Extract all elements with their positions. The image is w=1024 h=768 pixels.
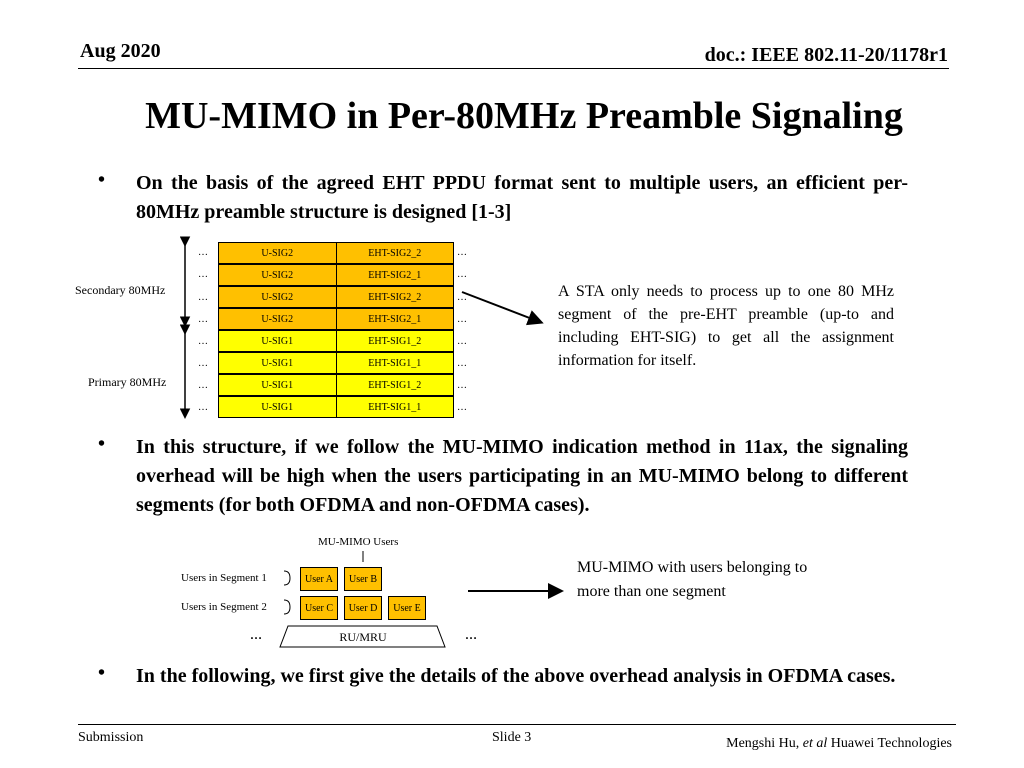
bullet-text-2: In this structure, if we follow the MU-MIMO indication method in 11ax, the signaling overhead will be high when the users participating in an MU-MIMO belong to different segments (for both OFDMA and non-OFDMA cases). <box>136 436 908 516</box>
footer-author <box>726 736 952 752</box>
ellipsis: … <box>457 402 467 413</box>
segment-row-1 <box>218 242 454 264</box>
ellipsis: … <box>457 380 467 391</box>
segment1-brace <box>284 571 290 585</box>
ellipsis: … <box>198 336 208 347</box>
usig-cell: U-SIG2 <box>261 291 294 303</box>
footer-divider <box>78 724 956 725</box>
ellipsis: … <box>457 292 467 303</box>
ellipsis: … <box>198 358 208 369</box>
ehtsig-cell: EHT-SIG2_1 <box>336 309 454 329</box>
ellipsis: … <box>457 336 467 347</box>
ellipsis: … <box>198 269 208 280</box>
ehtsig-cell: EHT-SIG2_1 <box>336 265 454 285</box>
ellipsis: … <box>457 358 467 369</box>
ehtsig-cell: EHT-SIG1_1 <box>336 353 454 373</box>
usig-cell: U-SIG1 <box>261 401 294 413</box>
ellipsis: … <box>457 269 467 280</box>
ellipsis: … <box>198 247 208 258</box>
mumimo-users-label: MU-MIMO Users <box>318 536 399 548</box>
segment-row-7 <box>218 374 454 396</box>
segment2-brace <box>284 600 290 614</box>
slide-title: MU-MIMO in Per-80MHz Preamble Signaling <box>145 95 903 137</box>
usig-cell: U-SIG1 <box>261 335 294 347</box>
bullet-text-3: In the following, we first give the details of the above overhead analysis in OFDMA cases. <box>136 665 896 687</box>
ellipsis: … <box>198 402 208 413</box>
segment-row-3 <box>218 286 454 308</box>
user-box-e: User E <box>388 596 426 620</box>
ru-mru-label: RU/MRU <box>339 629 387 644</box>
ellipsis: … <box>198 292 208 303</box>
primary-80mhz-label: Primary 80MHz <box>88 375 167 389</box>
usig-cell: U-SIG2 <box>261 313 294 325</box>
usig-cell: U-SIG2 <box>261 247 294 259</box>
bullet-marker: • <box>98 433 106 455</box>
author-org: Huawei Technologies <box>827 736 952 751</box>
sta-processing-note: A STA only needs to process up to one 80 MHz segment of the pre-EHT preamble (up-to and including EHT-SIG) to get all the assignment information for itself. <box>558 283 894 369</box>
segment1-label: Users in Segment 1 <box>181 572 267 584</box>
segment-row-2 <box>218 264 454 286</box>
secondary-80mhz-label: Secondary 80MHz <box>75 283 166 297</box>
ehtsig-cell: EHT-SIG1_2 <box>336 331 454 351</box>
bullet-marker: • <box>98 662 106 684</box>
user-box-b: User B <box>344 567 382 591</box>
user-box-c: User C <box>300 596 338 620</box>
segment-row-5 <box>218 330 454 352</box>
header-doc-id: doc.: IEEE 802.11-20/1178r1 <box>704 44 948 66</box>
bullet-marker: • <box>98 169 106 191</box>
footer-submission: Submission <box>78 730 144 745</box>
segment-row-8 <box>218 396 454 418</box>
bullet-text-1: On the basis of the agreed EHT PPDU format sent to multiple users, an efficient per-80MHz preamble structure is designed [1-3] <box>136 172 908 223</box>
segment-row-4 <box>218 308 454 330</box>
ellipsis: … <box>198 380 208 391</box>
ellipsis: … <box>250 628 262 642</box>
segment-row-6 <box>218 352 454 374</box>
ellipsis: … <box>465 628 477 642</box>
user-box-a: User A <box>300 567 338 591</box>
mumimo-note: MU-MIMO with users belonging to more than one segment <box>577 559 808 600</box>
ellipsis: … <box>198 314 208 325</box>
usig-cell: U-SIG2 <box>261 269 294 281</box>
header-date: Aug 2020 <box>80 40 161 62</box>
ellipsis: … <box>457 247 467 258</box>
note-pointer-arrow <box>462 292 540 322</box>
ehtsig-cell: EHT-SIG1_1 <box>336 397 454 417</box>
user-box-d: User D <box>344 596 382 620</box>
usig-cell: U-SIG1 <box>261 357 294 369</box>
footer-slide-number: Slide 3 <box>492 730 532 745</box>
ehtsig-cell: EHT-SIG2_2 <box>336 243 454 263</box>
ehtsig-cell: EHT-SIG1_2 <box>336 375 454 395</box>
segment2-label: Users in Segment 2 <box>181 601 267 613</box>
author-name: Mengshi Hu, <box>726 736 803 751</box>
ehtsig-cell: EHT-SIG2_2 <box>336 287 454 307</box>
ellipsis: … <box>457 314 467 325</box>
usig-cell: U-SIG1 <box>261 379 294 391</box>
author-etal: et al <box>802 736 828 751</box>
